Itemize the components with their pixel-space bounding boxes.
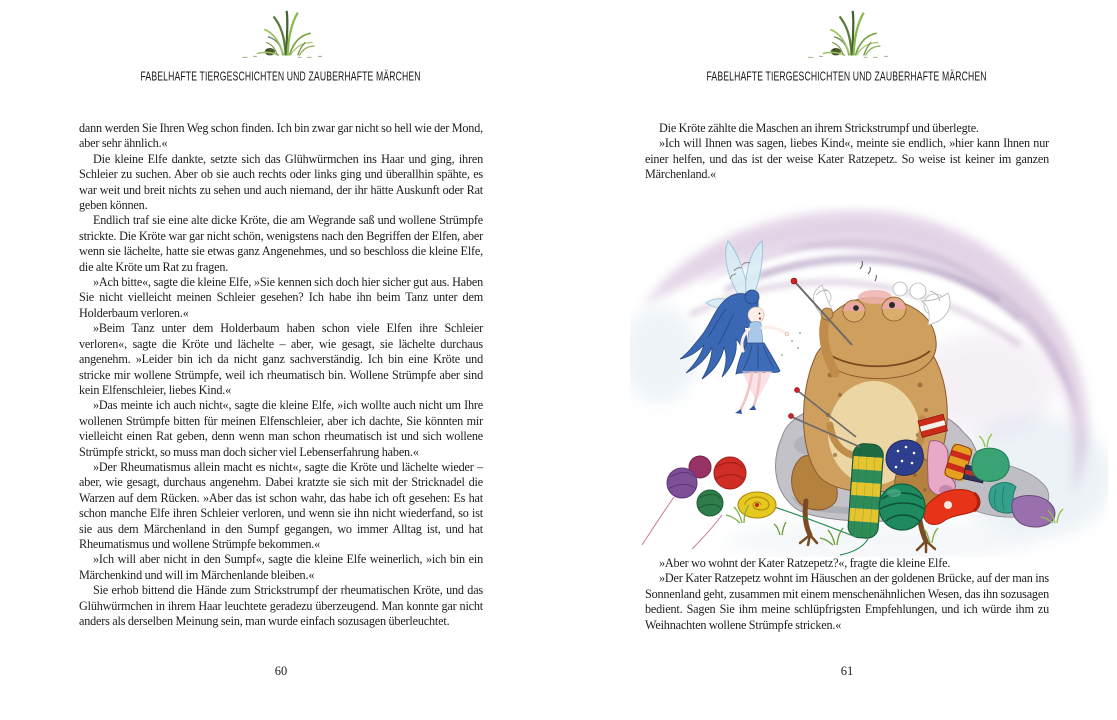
- story-paragraph: »Aber wo wohnt der Kater Ratzepetz?«, fragte die kleine Elfe.: [659, 556, 951, 570]
- story-paragraph: Die Kröte zählte die Maschen an ihrem Strickstrumpf und überlegte.: [659, 121, 979, 135]
- story-paragraph: »Der Rheumatismus allein macht es nicht«, sagte die Kröte und lächelte wieder – aber, wie gesagt, durchaus angenehm. Dabei kratzte sie sich mit der Stricknadel die Warzen auf dem Rücken. »Aber das ist schon wahr, das habe ich oft gesehen: Es hat schon manche Elfe ihren Schleier verloren, und wenn sie ihn nicht wiederfand, so ist sie aus dem Märchenland in den Sumpf gegangen, wo immer Alltag ist, und hat Rheumatismus und wollene Strümpfe bekommen.«: [79, 459, 483, 551]
- left-page-text: [79, 121, 483, 629]
- counting-marks: [860, 261, 876, 281]
- running-title: FABELHAFTE TIERGESCHICHTEN UND ZAUBERHAFTE MÄRCHEN: [140, 69, 422, 84]
- running-title: FABELHAFTE TIERGESCHICHTEN UND ZAUBERHAFTE MÄRCHEN: [706, 69, 988, 84]
- story-paragraph: Die kleine Elfe dankte, setzte sich das Glühwürmchen ins Haar und ging, ihren Schleier zu suchen. Aber ob sie auch rechts oder links ging und überallhin spähte, es war weit und breit nichts zu sehen und auch niemand, der ihr hätte Auskunft oder Rat geben können.: [79, 151, 483, 213]
- page-number: 60: [274, 664, 288, 678]
- left-page: [79, 0, 483, 720]
- right-page-text-bottom: [645, 556, 1049, 633]
- right-page-text-top: [645, 121, 1049, 183]
- story-paragraph: »Das meinte ich auch nicht«, sagte die kleine Elfe, »ich wollte auch nicht um Ihre wollenen Strümpfe bitten für meinen Elfenschleier, aber ich dachte, Sie könnten mir vielleicht einen Rat geben, denn wenn man schon rheumatisch ist und sich wollene Strümpfe strickt, so muss man doch sicher viel Lebenserfahrung haben.«: [79, 398, 483, 459]
- grass-tuft-icon: [797, 9, 897, 61]
- story-paragraph: »Ich will Ihnen was sagen, liebes Kind«, meinte sie endlich, »hier kann Ihnen nur einer helfen, und das ist der weise Kater Ratzepetz. So weise ist keiner im ganzen Märchenland.«: [645, 136, 1049, 182]
- story-paragraph: »Beim Tanz unter dem Holderbaum haben schon viele Elfen ihre Schleier verloren«, sagte die Kröte und lächelte – aber, wie gesagt, sie lächelte durchaus angenehm. »Leider bin ich da nicht ganz sachverständig. Ich bin eine Kröte und stricke mir wollene Strümpfe, weil ich rheumatisch bin. Wollene Strümpfe aber sind kein Elfenschleier, liebes Kind.«: [79, 321, 483, 397]
- story-paragraph: »Der Kater Ratzepetz wohnt im Häuschen an der goldenen Brücke, auf der man ins Sonnenland geht, zusammen mit einem menschenähnlichen Wesen, das ihn sozusagen bedient. Sagen Sie ihm meine schlüpfrigsten Empfehlungen, und ich würde ihm zu Weihnachten wollene Strümpfe stricken.«: [645, 571, 1049, 632]
- grass-tuft-icon: [231, 9, 331, 61]
- toad-and-elf-illustration: [630, 205, 1108, 557]
- left-page-header: [79, 0, 483, 84]
- sparkles: [781, 332, 801, 356]
- story-paragraph: dann werden Sie Ihren Weg schon finden. Ich bin zwar gar nicht so hell wie der Mond, aber sehr ähnlich.«: [79, 121, 483, 151]
- page-number: 61: [840, 664, 854, 678]
- story-paragraph: Sie erhob bittend die Hände zum Strickstrumpf der rheumatischen Kröte, und das Glühwürmchen in ihrem Haar leuchtete geradezu überzeugend. Man konnte gar nicht anders als derselben Meinung sein, man wurde einfach sozusagen überleuchtet.: [79, 583, 483, 628]
- story-paragraph: »Ach bitte«, sagte die kleine Elfe, »Sie kennen sich doch hier sicher gut aus. Haben Sie nicht vielleicht meinen Schleier gesehen? Ich habe ihn beim Tanz unter dem Holderbaum verloren.«: [79, 275, 483, 320]
- right-page: [645, 0, 1049, 720]
- story-paragraph: »Ich will aber nicht in den Sumpf«, sagte die kleine Elfe weinerlich, »ich bin ein Märchenkind und will im Märchenlande bleiben.«: [79, 552, 483, 582]
- right-page-header: [645, 0, 1049, 84]
- story-paragraph: Endlich traf sie eine alte dicke Kröte, die am Wegrande saß und wollene Strümpfe strickte. Die Kröte war gar nicht schön, wenigstens nach den Begriffen der Elfen, aber wenn sie lächelte, hatte sie etwas ganz Angenehmes, und so beschloss die kleine Elfe, die alte Kröte um Rat zu fragen.: [79, 213, 483, 274]
